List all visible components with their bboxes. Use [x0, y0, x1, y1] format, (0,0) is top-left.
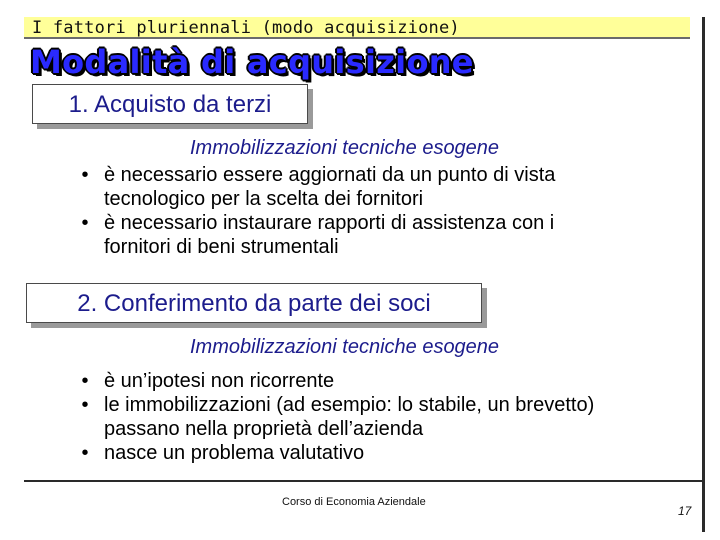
- bullet-text: è un’ipotesi non ricorrente: [104, 370, 335, 392]
- list-item: [77, 211, 617, 259]
- list-item: [77, 441, 617, 465]
- bullet-list-2: [77, 369, 617, 465]
- bullet-icon: •: [81, 370, 89, 392]
- footer-course: Corso di Economia Aziendale: [282, 496, 426, 508]
- bullet-icon: •: [81, 442, 89, 464]
- list-item: [77, 163, 617, 211]
- list-item: [77, 369, 617, 393]
- header-title: I fattori pluriennali (modo acquisizione): [32, 18, 460, 38]
- section-heading-box-1: [32, 84, 308, 124]
- section-heading-box-2: [26, 283, 482, 323]
- bullet-icon: •: [81, 212, 89, 234]
- section-subheading-2: Immobilizzazioni tecniche esogene: [190, 336, 500, 358]
- bullet-list-1: [77, 163, 617, 259]
- bullet-icon: •: [81, 164, 89, 186]
- section-heading-2: 2. Conferimento da parte dei soci: [77, 290, 431, 317]
- frame-right-line: [702, 17, 705, 532]
- bullet-text: è necessario essere aggiornati da un punto di vista tecnologico per la scelta dei fornitori: [104, 164, 556, 210]
- section-subheading-1: Immobilizzazioni tecniche esogene: [190, 137, 500, 159]
- bullet-text: nasce un problema valutativo: [104, 442, 365, 464]
- main-title: Modalità di acquisizione: [30, 43, 474, 81]
- page-number: 17: [678, 504, 692, 518]
- section-heading-1: 1. Acquisto da terzi: [68, 91, 272, 118]
- frame-bottom-line: [24, 480, 702, 482]
- bullet-text: è necessario instaurare rapporti di assistenza con i fornitori di beni strumentali: [104, 212, 555, 258]
- bullet-icon: •: [81, 394, 89, 416]
- list-item: [77, 393, 617, 441]
- bullet-text: le immobilizzazioni (ad esempio: lo stabile, un brevetto) passano nella proprietà dell’azienda: [104, 394, 595, 440]
